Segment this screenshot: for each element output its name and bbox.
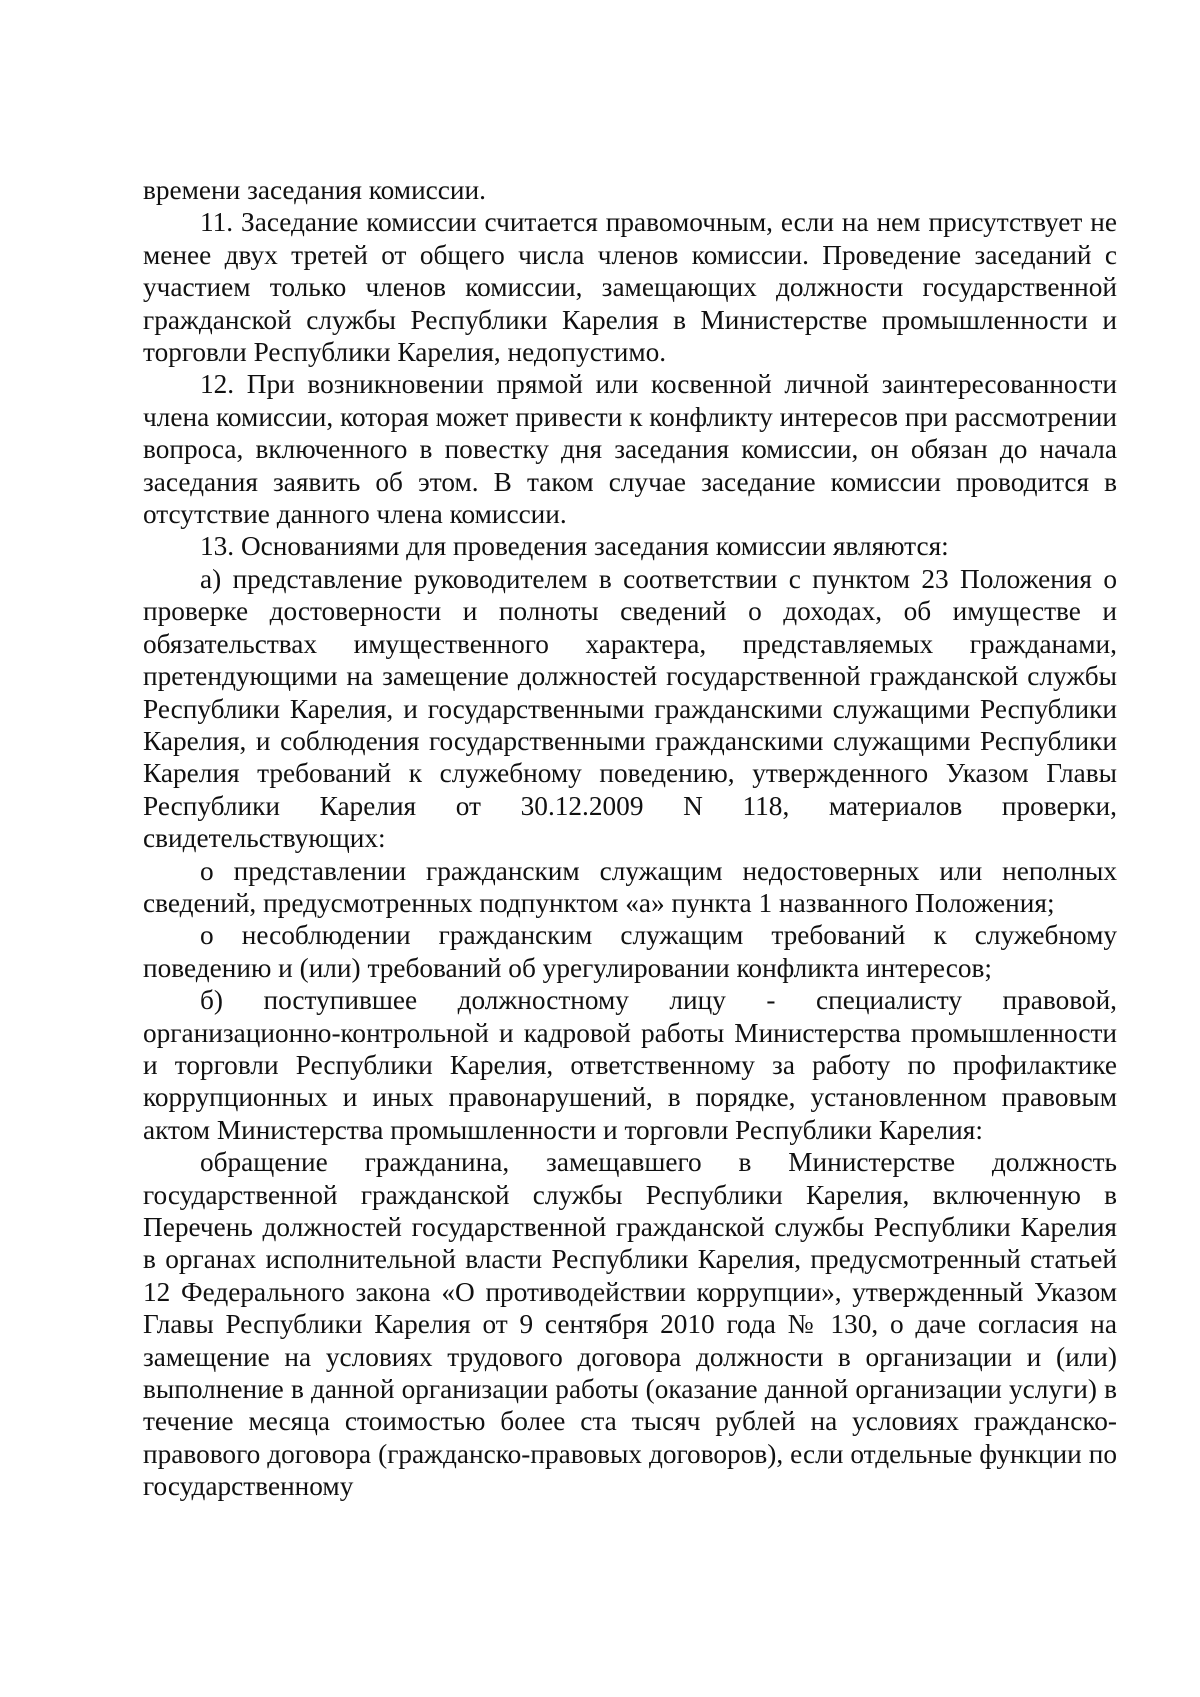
paragraph-subitem-a: а) представление руководителем в соответствии с пунктом 23 Положения о проверке достоверности и полноты сведений о доходах, об имуществе и обязательствах имущественного характера, представляемых гражданами, претендующими на замещение должностей государственной гражданской службы Республики Карелия, и государственными гражданскими служащими Республики Карелия, и соблюдения государственными гражданскими служащими Республики Карелия требований к служебному поведению, утвержденного Указом Главы Республики Карелия от 30.12.2009 N 118, материалов проверки, свидетельствующих: (143, 563, 1117, 854)
paragraph-item-13: 13. Основаниями для проведения заседания комиссии являются: (200, 531, 949, 562)
paragraph-subitem-a-2: о несоблюдении гражданским служащим требований к служебному поведению и (или) требований об урегулировании конфликта интересов; (143, 920, 1117, 983)
paragraph-continuation: времени заседания комиссии. (143, 175, 486, 205)
paragraph-item-11: 11. Заседание комиссии считается правомочным, если на нем присутствует не менее двух третей от общего числа членов комиссии. Проведение заседаний с участием только членов комиссии, замещающих должности государственной гражданской службы Республики Карелия в Министерстве промышленности и торговли Республики Карелия, недопустимо. (143, 207, 1117, 368)
paragraph-subitem-b-1: обращение гражданина, замещавшего в Министерстве должность государственной гражданской службы Республики Карелия, включенную в Перечень должностей государственной гражданской службы Республики Карелия в органах исполнительной власти Республики Карелия, предусмотренный статьей 12 Федерального закона «О противодействии коррупции», утвержденный Указом Главы Республики Карелия от 9 сентября 2010 года № 130, о даче согласия на замещение на условиях трудового договора должности в организации и (или) выполнение в данной организации работы (оказание данной организации услуги) в течение месяца стоимостью более ста тысяч рублей на условиях гражданско-правового договора (гражданско-правовых договоров), если отдельные функции по государственному (143, 1147, 1117, 1502)
document-page (143, 174, 1117, 1503)
paragraph-item-12: 12. При возникновении прямой или косвенной личной заинтересованности члена комиссии, которая может привести к конфликту интересов при рассмотрении вопроса, включенного в повестку дня заседания комиссии, он обязан до начала заседания заявить об этом. В таком случае заседание комиссии проводится в отсутствие данного члена комиссии. (143, 369, 1117, 530)
paragraph-subitem-a-1: о представлении гражданским служащим недостоверных или неполных сведений, предусмотренных подпунктом «а» пункта 1 названного Положения; (143, 855, 1117, 918)
paragraph-subitem-b: б) поступившее должностному лицу - специалисту правовой, организационно-контрольной и кадровой работы Министерства промышленности и торговли Республики Карелия, ответственному за работу по профилактике коррупционных и иных правонарушений, в порядке, установленном правовым актом Министерства промышленности и торговли Республики Карелия: (143, 985, 1117, 1145)
